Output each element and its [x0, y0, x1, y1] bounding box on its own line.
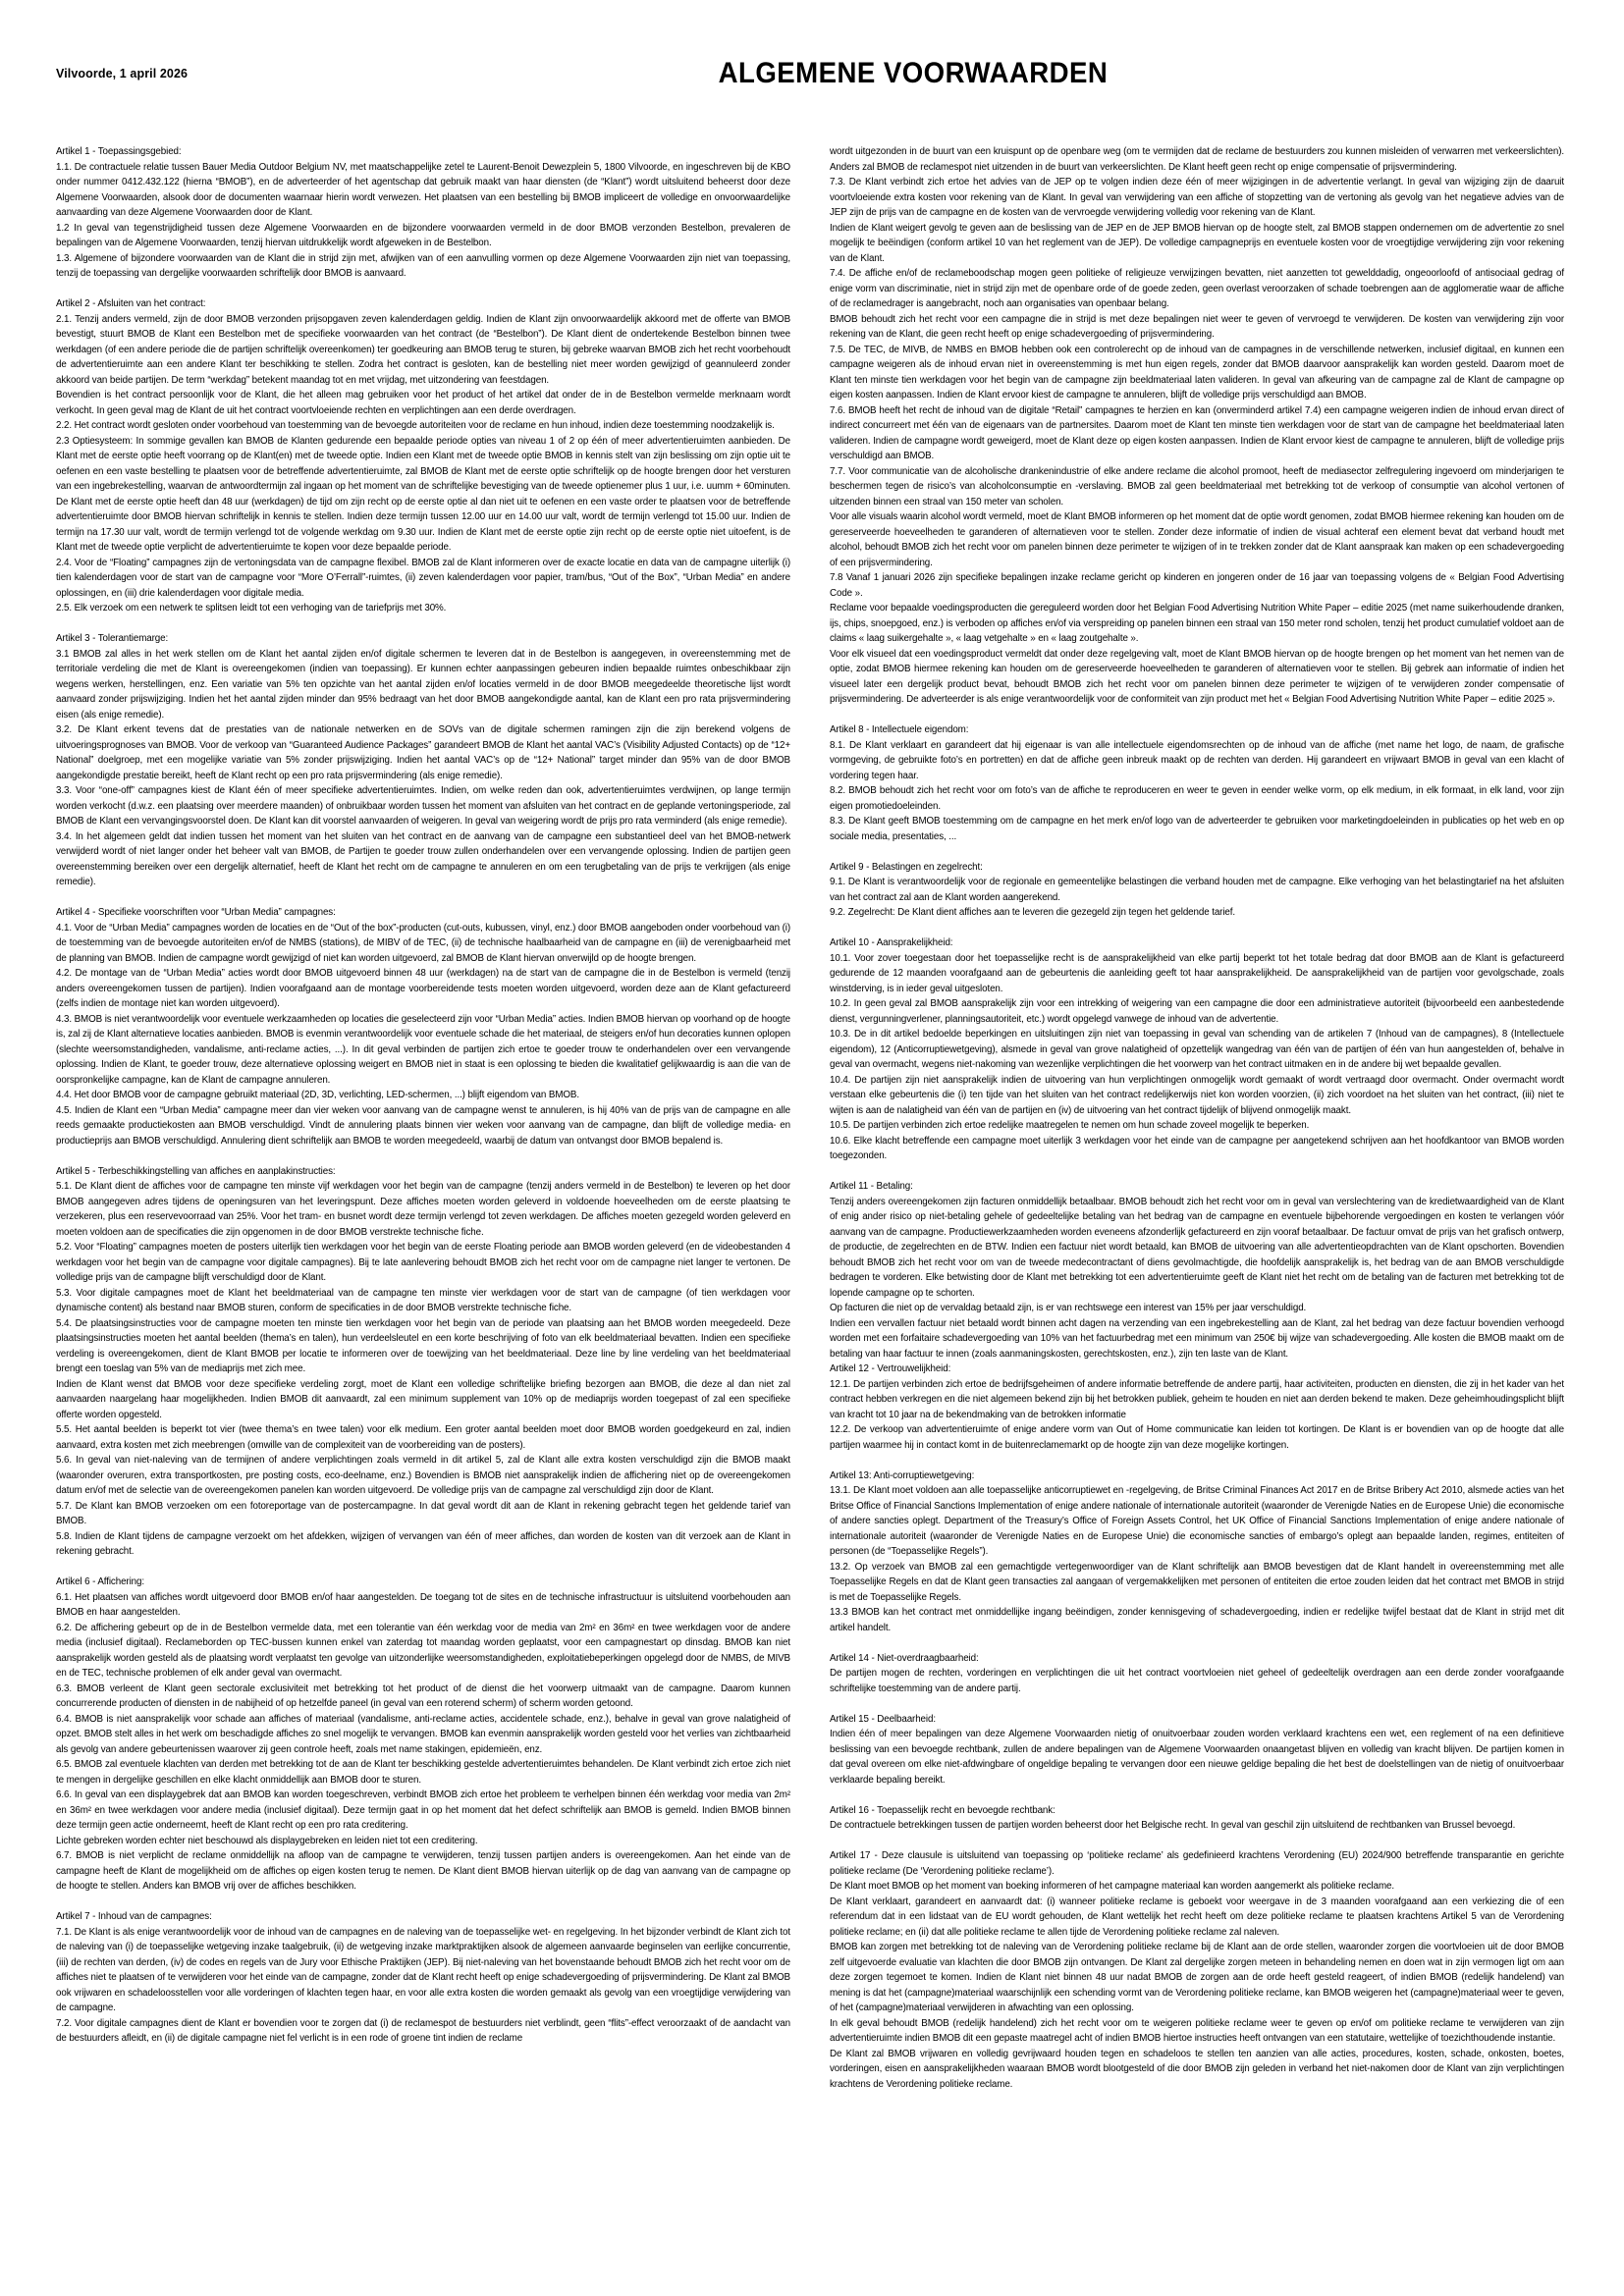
- paragraph: 4.4. Het door BMOB voor de campagne gebruikt materiaal (2D, 3D, verlichting, LED-schermen, ...) blijft eigendom van BMOB.: [56, 1090, 579, 1100]
- paragraph: 7.1. De Klant is als enige verantwoordelijk voor de inhoud van de campagnes en de naleving van de toepasselijke wet- en regelgeving. In het bijzonder verbindt de Klant zich tot de naleving van (i) de toepasselijke wetgeving inzake taalgebruik, (ii) de wetgeving inzake marktpraktijken alsook de algemeen aanvaarde beginselen van eerlijke concurrentie, (iii) de rechten van derden, (iv) de codes en regels van de Jury voor Ethische Praktijken (JEP). Bij niet-naleving van het bovenstaande behoudt BMOB zich het recht voor om de affiches niet te plaatsen of te verwijderen voor het einde van de campagne, zonder dat de Klant recht heeft op enige schadevergoeding of prijsvermindering. De Klant zal BMOB ook vrijwaren en schadeloosstellen voor alle vorderingen of klachten tegen haar, en voor alle extra kosten die worden gemaakt als gevolg van een vroegtijdige verwijdering van de campagne.: [56, 1926, 790, 2013]
- paragraph: 7.5. De TEC, de MIVB, de NMBS en BMOB hebben ook een controlerecht op de inhoud van de campagnes in de verschillende netwerken, inclusief digitaal, en kunnen een campagne weigeren als de inhoud ervan niet in overeenstemming is met hun eigen regels, zonder dat BMOB daarvoor aansprakelijk kan worden gesteld. Daarom moet de Klant ten minste tien werkdagen voor het begin van de campagne zijn beeldmateriaal laten valideren. In geval van afkeuring van de campagne zal de Klant de campagne op eigen kosten aanpassen. Indien de Klant ervoor kiest de campagne te annuleren, blijft de volledige prijs verschuldigd aan BMOB.: [830, 344, 1564, 400]
- paragraph: 3.2. De Klant erkent tevens dat de prestaties van de nationale netwerken en de SOVs van de digitale schermen ramingen zijn die zijn berekend volgens de uitvoeringsprognoses van BMOB. Voor de verkoop van “Guaranteed Audience Packages” garandeert BMOB de Klant het aantal VAC’s (Visibility Adjusted Contacts) op de “12+ National” doelgroep, met een mogelijke variatie van 5% zonder prijswijziging. Indien het aantal VAC’s op de “12+ National” target minder dan 95% van de door BMOB aangekondigde prestatie bereikt, heeft de Klant recht op een pro rata prijsvermindering (als enige remedie).: [56, 724, 790, 781]
- paragraph: 5.3. Voor digitale campagnes moet de Klant het beeldmateriaal van de campagne ten minste vier werkdagen voor de start van de campagne (of tien werkdagen voor dynamische content) als bestand naar BMOB sturen, conform de specificaties in de door BMOB verstrekte technische fiche.: [56, 1287, 790, 1313]
- paragraph: 5.6. In geval van niet-naleving van de termijnen of andere verplichtingen zoals vermeld in dit artikel 5, zal de Klant alle extra kosten verschuldigd zijn die BMOB maakt (waaronder overuren, extra transportkosten, pre posting costs, eco-deelname, enz.) Bovendien is BMOB niet aansprakelijk indien de affichering niet op de overeengekomen datum en/of met de selectie van de overeengekomen panelen kan worden uitgevoerd. De volledige prijs van de campagne zal verschuldigd zijn door de Klant.: [56, 1455, 790, 1496]
- paragraph: De contractuele betrekkingen tussen de partijen worden beheerst door het Belgische recht. In geval van geschil zijn uitsluitend de rechtbanken van Brussel bevoegd.: [830, 1820, 1516, 1831]
- article-block: [56, 1164, 790, 1560]
- paragraph: De Klant moet BMOB op het moment van boeking informeren of het campagne materiaal kan worden aangemerkt als politieke reclame.: [830, 1881, 1394, 1892]
- paragraph: 5.1. De Klant dient de affiches voor de campagne ten minste vijf werkdagen voor het begin van de campagne (tenzij anders vermeld in de Bestelbon) te leveren op het door BMOB aangegeven adres tijdens de openingsuren van het leveringspunt. Deze affiches moeten worden geleverd in voldoende hoeveelheden om de eerste plaatsing te verzekeren, plus een reservevoorraad van 25%. Voor het tram- en busnet wordt deze termijn verlengd tot zeven werkdagen. De affiches moeten gezegeld worden geleverd en moeten voldoen aan de specificaties die zijn opgenomen in de door BMOB verstrekte technische fiche.: [56, 1181, 790, 1238]
- article-block: [830, 935, 1564, 1164]
- paragraph: 7.8 Vanaf 1 januari 2026 zijn specifieke bepalingen inzake reclame gericht op kinderen en jongeren onder de 16 jaar van toepassing volgens de « Belgian Food Advertising Code ».: [830, 572, 1564, 599]
- paragraph: Bovendien is het contract persoonlijk voor de Klant, die het alleen mag gebruiken voor het product of het artikel dat onder de in de Bestelbon vermelde merknaam wordt verkocht. In geen geval mag de Klant de uit het contract voortvloeiende rechten en verplichtingen aan een derde overdragen.: [56, 390, 790, 416]
- article-block: [56, 905, 790, 1148]
- article-heading: Artikel 1 - Toepassingsgebied:: [56, 146, 182, 157]
- paragraph: 10.1. Voor zover toegestaan door het toepasselijke recht is de aansprakelijkheid van elke partij beperkt tot het totale bedrag dat door BMOB aan de Klant is gefactureerd gedurende de 12 maanden voorafgaand aan de gebeurtenis die aanleiding geeft tot haar aansprakelijkheid. De aansprakelijkheid van de partijen voor gevolgschade, zoals winstderving, is in ieder geval uitgesloten.: [830, 952, 1564, 994]
- article-heading: Artikel 12 - Vertrouwelijkheid:: [830, 1363, 951, 1374]
- paragraph: 10.4. De partijen zijn niet aansprakelijk indien de uitvoering van hun verplichtingen onmogelijk wordt gemaakt of wordt vertraagd door overmacht. Onder overmacht wordt verstaan elke gebeurtenis die (i) ten tijde van het sluiten van het contract redelijkerwijs niet kon worden voorzien, (ii) zich voordoet na het sluiten van het contract, (iii) niet te wijten is aan de nalatigheid van één van de partijen en (iv) de uitvoering van het contract tijdelijk of blijvend onmogelijk maakt.: [830, 1074, 1564, 1116]
- article-block: [830, 144, 1564, 708]
- article-heading: Artikel 6 - Affichering:: [56, 1576, 144, 1587]
- paragraph: 13.3 BMOB kan het contract met onmiddellijke ingang beëindigen, zonder kennisgeving of schadevergoeding, indien er redelijke twijfel bestaat dat de Klant in strijd met dit artikel handelt.: [830, 1607, 1564, 1633]
- paragraph: 10.6. Elke klacht betreffende een campagne moet uiterlijk 3 werkdagen voor het einde van de campagne per aangetekend schrijven aan het hoofdkantoor van BMOB worden toegezonden.: [830, 1135, 1564, 1161]
- paragraph: 3.3. Voor “one-off” campagnes kiest de Klant één of meer specifieke advertentieruimtes. Indien, om welke reden dan ook, advertentieruimtes verdwijnen, op lange termijn worden verkocht (d.w.z. een plaatsing over meerdere maanden) of onbruikbaar worden tussen het moment van afsluiten van het contract en de geplande vertoningsperiode, zal BMOB de Klant een vervangingsvoorstel doen. De Klant kan dit voorstel aanvaarden of weigeren. In geval van weigering wordt de prijs pro rata verminderd (als enige remedie).: [56, 785, 790, 827]
- paragraph: 7.6. BMOB heeft het recht de inhoud van de digitale “Retail” campagnes te herzien en kan (onverminderd artikel 7.4) een campagne weigeren indien de inhoud ervan direct of indirect concurreert met één van de eigenaars van de partnersites. Daarom moet de Klant ten minste tien werkdagen voor de start van de campagne het beeldmateriaal laten valideren. Indien de campagne wordt geweigerd, moet de Klant deze op eigen kosten aanpassen. Indien de Klant ervoor kiest de campagne te annuleren, blijft de volledige prijs verschuldigd aan BMOB.: [830, 404, 1564, 461]
- paragraph: 4.2. De montage van de “Urban Media” acties wordt door BMOB uitgevoerd binnen 48 uur (werkdagen) na de start van de campagne die in de Bestelbon is vermeld (tenzij anders overeengekomen tussen de partijen). Indien voorafgaand aan de montage voorbereidende tests moeten worden uitgevoerd, worden deze aan de Klant gefactureerd (zelfs indien de montage niet kan worden uitgevoerd).: [56, 968, 790, 1009]
- paragraph: 6.4. BMOB is niet aansprakelijk voor schade aan affiches of materiaal (vandalisme, anti-reclame acties, accidentele schade, enz.), behalve in geval van grove nalatigheid of opzet. BMOB stelt alles in het werk om beschadigde affiches zo snel mogelijk te vervangen. BMOB kan evenmin aansprakelijk worden gesteld voor het verlies van zichtbaarheid als gevolg van andere gebeurtenissen waarover zij geen controle heeft, zoals met name stakingen, epidemieën, enz.: [56, 1713, 790, 1755]
- paragraph: 1.3. Algemene of bijzondere voorwaarden van de Klant die in strijd zijn met, afwijken van of een aanvulling vormen op deze Algemene Voorwaarden zijn niet van toepassing, tenzij de toepassing van dergelijke voorwaarden schriftelijk door BMOB is aanvaard.: [56, 252, 790, 279]
- paragraph: 4.3. BMOB is niet verantwoordelijk voor eventuele werkzaamheden op locaties die geselecteerd zijn voor “Urban Media” acties. Indien BMOB hiervan op voorhand op de hoogte is, zal zij de Klant alternatieve locaties aanbieden. BMOB is evenmin verantwoordelijk voor eventuele schade die het materiaal, de steigers en/of hun decoraties kunnen oplopen (slechte weersomstandigheden, vandalisme, anti-reclame acties, ...). In dit geval verbinden de partijen zich ertoe te goeder trouw te onderhandelen over een vervangende oplossing. Indien de Klant, te goeder trouw, deze alternatieve oplossing weigert en BMOB niet in staat is een oplossing te bieden die kwalitatief gelijkwaardig is aan die van de oorspronkelijke campagne, kan de Klant de campagne annuleren.: [56, 1013, 790, 1086]
- paragraph: 8.3. De Klant geeft BMOB toestemming om de campagne en het merk en/of logo van de adverteerder te gebruiken voor marketingdoeleinden in publicaties op het web en op sociale media, presentaties, ...: [830, 816, 1564, 842]
- article-block: [830, 1848, 1564, 2092]
- paragraph: 7.3. De Klant verbindt zich ertoe het advies van de JEP op te volgen indien deze één of meer wijzigingen in de advertentie verlangt. In geval van wijziging zijn de daaruit voortvloeiende extra kosten voor rekening van de Klant. In geval van verwijdering van een affiche of stopzetting van de vertoning als gevolg van het negatieve advies van de JEP zijn de prijs van de campagne en de kosten van de vervroegde verwijdering volledig voor rekening van de Klant.: [830, 177, 1564, 218]
- paragraph: Op facturen die niet op de vervaldag betaald zijn, is er van rechtswege een interest van 15% per jaar verschuldigd.: [830, 1303, 1307, 1313]
- paragraph: 1.1. De contractuele relatie tussen Bauer Media Outdoor Belgium NV, met maatschappelijke zetel te Laurent-Benoit Dewezplein 5, 1800 Vilvoorde, en ingeschreven bij de KBO onder nummer 0412.432.122 (hierna “BMOB”), en de adverteerder of het agentschap dat gebruik maakt van haar diensten (de “Klant”) wordt uitsluitend beheerst door deze Algemene Voorwaarden, alsook door de documenten waarnaar hierin wordt verwezen. Het plaatsen van een bestelling bij BMOB impliceert de volledige en onvoorwaardelijke aanvaarding van deze Algemene Voorwaarden door de Klant.: [56, 161, 790, 218]
- article-heading: Artikel 4 - Specifieke voorschriften voor “Urban Media” campagnes:: [56, 907, 336, 918]
- paragraph: Voor alle visuals waarin alcohol wordt vermeld, moet de Klant BMOB informeren op het moment dat de optie wordt genomen, zodat BMOB hiermee rekening kan houden om de gereserveerde hoeveelheden te garanderen of alternatieven voor te stellen. Zonder deze informatie of indien de visual achteraf een element bevat dat verband houdt met alcohol, behoudt BMOB zich het recht voor om panelen binnen deze perimeter te wijzigen of in te trekken zonder dat de Klant aanspraak kan maken op een schadevergoeding of een prijsvermindering.: [830, 511, 1564, 568]
- paragraph: Tenzij anders overeengekomen zijn facturen onmiddellijk betaalbaar. BMOB behoudt zich het recht voor om in geval van verslechtering van de kredietwaardigheid van de Klant of enig ander risico op niet-betaling gehele of gedeeltelijke betaling van het bedrag van de campagne en eventuele bijbehorende vergoedingen en kosten te verlangen vóór aanvang van de campagne. Productiewerkzaamheden worden eveneens afzonderlijk gefactureerd en zijn vooraf betaalbaar. De factuur omvat de prijs van het grafisch ontwerp, de productie, de zegelrechten en de BTW. Indien een factuur niet wordt betaald, kan BMOB de uitvoering van alle advertentieopdrachten van de Klant opschorten. Bovendien behoudt BMOB zich het recht voor om van de tweede medecontractant of diens gevolmachtigde, die hoofdelijk aansprakelijk is, het bedrag van de aan BMOB verschuldigde bedragen te vorderen. Elke betwisting door de Klant met betrekking tot een advertentieruimte geeft de Klant niet het recht om de betaling van de facturen met betrekking tot de lopende campagne op te schorten.: [830, 1196, 1564, 1299]
- paragraph: 2.1. Tenzij anders vermeld, zijn de door BMOB verzonden prijsopgaven zeven kalenderdagen geldig. Indien de Klant zijn onvoorwaardelijk akkoord met de offerte van BMOB bevestigt, stuurt BMOB de Klant een Bestelbon met de specifieke voorwaarden van het contract (de “Bestelbon”). De Klant dient de ondertekende Bestelbon binnen twee werkdagen (of een andere periode die de partijen schriftelijk overeenkomen) ter goedkeuring aan BMOB terug te sturen, bij gebreke waarvan BMOB zich het recht voorbehoudt de advertentieruimte aan een andere Klant ter beschikking te stellen. Zodra het contract is gesloten, kan de bestelling niet meer worden gewijzigd of geannuleerd zonder akkoord van beide partijen. De term “werkdag” betekent maandag tot en met vrijdag, met uitzondering van feestdagen.: [56, 313, 790, 386]
- paragraph: De Klant verklaart, garandeert en aanvaardt dat: (i) wanneer politieke reclame is geboekt voor weergave in de 3 maanden voorafgaand aan een verkiezing die of een referendum dat in een lidstaat van de EU wordt gehouden, de Klant wettelijk het recht heeft om deze politieke reclame te plaatsen krachtens Artikel 5 van de Verordening politieke reclame; en (ii) dat alle politieke reclame te allen tijde de Verordening politieke reclame zal naleven.: [830, 1896, 1564, 1938]
- paragraph: 13.1. De Klant moet voldoen aan alle toepasselijke anticorruptiewet en -regelgeving, de Britse Criminal Finances Act 2017 en de Britse Bribery Act 2010, alsmede acties van het Britse Office of Financial Sanctions Implementation of enige andere nationale of internationale autoriteit (waaronder de Verenigde Naties en de Europese Unie) die economische of andere sancties oplegt. Department of the Treasury’s Office of Foreign Assets Control, het UK Office of Financial Sanctions Implementation of enige andere nationale of internationale autoriteit (waaronder de Verenigde Naties en de Europese Unie) die economische sancties of embargo’s oplegt aan bepaalde landen, regimes, entiteiten of personen (de “Toepasselijke Regels”).: [830, 1485, 1564, 1557]
- paragraph: Artikel 17 - Deze clausule is uitsluitend van toepassing op ‘politieke reclame’ als gedefinieerd krachtens Verordening (EU) 2024/900 betreffende transparantie en gerichte politieke reclame (De ‘Verordening politieke reclame’).: [830, 1850, 1564, 1877]
- article-block: [56, 1575, 790, 1895]
- paragraph: 6.6. In geval van een displaygebrek dat aan BMOB kan worden toegeschreven, verbindt BMOB zich ertoe het probleem te verhelpen binnen één werkdag voor media van 2m² en 36m² en twee werkdagen voor andere media (inclusief digitaal). Deze termijn gaat in op het moment dat het defect schriftelijk aan BMOB is gemeld. Indien BMOB binnen deze termijn geen actie onderneemt, heeft de Klant recht op een pro rata creditering.: [56, 1789, 790, 1831]
- paragraph: 7.4. De affiche en/of de reclameboodschap mogen geen politieke of religieuze verwijzingen bevatten, niet aanzetten tot gewelddadig, ongeoorloofd of antisociaal gedrag of enige vorm van discriminatie, niet in strijd zijn met de openbare orde of de goede zeden, geen overlast veroorzaken of schade toebrengen aan de agglomeratie waar de affiche of de reclamedrager is aangebracht, noch aan organisaties van openbaar belang.: [830, 268, 1564, 309]
- article-heading: Artikel 16 - Toepasselijk recht en bevoegde rechtbank:: [830, 1804, 1056, 1816]
- paragraph: 13.2. Op verzoek van BMOB zal een gemachtigde vertegenwoordiger van de Klant schriftelijk aan BMOB bevestigen dat de Klant handelt in overeenstemming met alle Toepasselijke Regels en dat de Klant geen transacties zal aangaan of vergemakkelijken met personen of entiteiten die ertoe zouden leiden dat het contract met BMOB in strijd is met de Toepasselijke Regels.: [830, 1561, 1564, 1603]
- article-heading: Artikel 13: Anti-corruptiewetgeving:: [830, 1469, 975, 1481]
- date-line: Vilvoorde, 1 april 2026: [56, 67, 189, 80]
- paragraph: 10.3. De in dit artikel bedoelde beperkingen en uitsluitingen zijn niet van toepassing in geval van schending van de artikelen 7 (Inhoud van de campagnes), 8 (Intellectuele eigendom), 12 (Anticorruptiewetgeving), alsmede in geval van grove nalatigheid of opzettelijk wangedrag van één van de partijen of één van hun aangestelden of, behalve in geval van overmacht, wegens niet-nakoming van wezenlijke verplichtingen die het voorwerp van het contract uitmaken en in de andere bij wet bepaalde gevallen.: [830, 1029, 1564, 1070]
- paragraph: BMOB behoudt zich het recht voor een campagne die in strijd is met deze bepalingen niet weer te geven of vervroegd te verwijderen. De kosten van verwijdering zijn voor rekening van de Klant, die geen recht heeft op enige schadevergoeding of prijsvermindering.: [830, 313, 1564, 340]
- article-block: [830, 1179, 1564, 1362]
- paragraph: 6.1. Het plaatsen van affiches wordt uitgevoerd door BMOB en/of haar aangestelden. De toegang tot de sites en de technische infrastructuur is uitsluitend voorbehouden aan BMOB en haar aangestelden.: [56, 1591, 790, 1618]
- paragraph: 8.2. BMOB behoudt zich het recht voor om foto’s van de affiche te reproduceren en weer te geven in eender welke vorm, op elk medium, in elk formaat, in elk land, voor zijn eigen promotiedoeleinden.: [830, 785, 1564, 812]
- paragraph: 12.2. De verkoop van advertentieruimte of enige andere vorm van Out of Home communicatie kan leiden tot kortingen. De Klant is er bovendien van op de hoogte dat alle partijen waarmee hij in contact komt in de buitenreclamemarkt op de hoogte zijn van deze mogelijke kortingen.: [830, 1424, 1564, 1451]
- paragraph: 5.7. De Klant kan BMOB verzoeken om een fotoreportage van de postercampagne. In dat geval wordt dit aan de Klant in rekening gebracht tegen het geldende tarief van BMOB.: [56, 1500, 790, 1526]
- article-heading: Artikel 8 - Intellectuele eigendom:: [830, 724, 969, 735]
- paragraph: Reclame voor bepaalde voedingsproducten die gereguleerd worden door het Belgian Food Advertising Nutrition White Paper – editie 2025 (met name suikerhoudende dranken, ijs, chips, snoepgoed, enz.) is verboden op affiches en/of via verspreiding op panelen binnen een straal van 150 meter rond scholen, tenzij het product cumulatief voldoet aan de claims « laag suikergehalte », « laag vetgehalte » en « laag zoutgehalte ».: [830, 603, 1564, 644]
- paragraph: 9.2. Zegelrecht: De Klant dient affiches aan te leveren die gezegeld zijn tegen het geldende tarief.: [830, 907, 1236, 918]
- article-heading: Artikel 9 - Belastingen en zegelrecht:: [830, 861, 983, 873]
- article-block: [830, 1712, 1564, 1789]
- article-heading: Artikel 14 - Niet-overdraagbaarheid:: [830, 1652, 979, 1664]
- paragraph: Lichte gebreken worden echter niet beschouwd als displaygebreken en leiden niet tot een creditering.: [56, 1835, 478, 1846]
- paragraph: 10.5. De partijen verbinden zich ertoe redelijke maatregelen te nemen om hun schade zoveel mogelijk te beperken.: [830, 1120, 1310, 1131]
- paragraph: De Klant zal BMOB vrijwaren en volledig gevrijwaard houden tegen en schadeloos te stellen ten aanzien van alle acties, procedures, kosten, schade, onkosten, boetes, vorderingen, eisen en aansprakelijkheden waaraan BMOB wordt blootgesteld of die door BMOB zijn geleden in verband het niet-nakomen door de Klant van zijn verplichtingen krachtens de Verordening politieke reclame.: [830, 2048, 1564, 2090]
- article-block: [830, 1362, 1564, 1453]
- article-block: [830, 1468, 1564, 1636]
- article-heading: Artikel 2 - Afsluiten van het contract:: [56, 298, 206, 309]
- paragraph: 6.5. BMOB zal eventuele klachten van derden met betrekking tot de aan de Klant ter beschikking gestelde advertentieruimtes behandelen. De Klant verbindt zich ertoe zich niet te mengen in dergelijke geschillen en elke klacht onmiddellijk aan BMOB door te sturen.: [56, 1759, 790, 1786]
- paragraph: Indien één of meer bepalingen van deze Algemene Voorwaarden nietig of onuitvoerbaar zouden worden verklaard krachtens een wet, een reglement of na een definitieve beslissing van een bevoegde rechtbank, zullen de andere bepalingen van de Algemene Voorwaarden onaangetast blijven en volledig van kracht blijven. De partijen komen in dat geval overeen om elke niet-afdwingbare of ongeldige bepaling te vervangen door een nieuwe geldige bepaling die het best de doelstellingen van de nietig of onuitvoerbaar verklaarde bepaling bereikt.: [830, 1729, 1564, 1786]
- article-block: [56, 296, 790, 616]
- paragraph: In elk geval behoudt BMOB (redelijk handelend) zich het recht voor om te weigeren politieke reclame weer te geven op en/of om politieke reclame te verwijderen van zijn advertentieruimte indien BMOB dit een gepaste maatregel acht of indien BMOB hiertoe instructies heeft ontvangen van een statutaire, wettelijke of toezichthoudende instantie.: [830, 2017, 1564, 2044]
- paragraph: 7.2. Voor digitale campagnes dient de Klant er bovendien voor te zorgen dat (i) de reclamespot de bestuurders niet verblindt, geen “flits”-effect veroorzaakt of de aandacht van de bestuurders afleidt, en (ii) de digitale campagne niet fel verlicht is in een rode of groene tint indien de reclame: [56, 2017, 790, 2044]
- paragraph: 6.3. BMOB verleent de Klant geen sectorale exclusiviteit met betrekking tot het product of de dienst die het voorwerp uitmaakt van de campagne. Daarom kunnen concurrerende producten of diensten in de nabijheid of op hetzelfde paneel (in geval van een roterend scherm) of scherm worden getoond.: [56, 1682, 790, 1709]
- paragraph: 5.5. Het aantal beelden is beperkt tot vier (twee thema’s en twee talen) voor elk medium. Een groter aantal beelden moet door BMOB worden goedgekeurd en zal, indien aanvaard, extra kosten met zich meebrengen (omwille van de complexiteit van de voorbereiding van de posters).: [56, 1424, 790, 1451]
- article-block: [56, 144, 790, 282]
- article-heading: Artikel 10 - Aansprakelijkheid:: [830, 937, 953, 948]
- paragraph: 2.4. Voor de “Floating” campagnes zijn de vertoningsdata van de campagne flexibel. BMOB zal de Klant informeren over de exacte locatie en data van de campagne uiterlijk (i) tien kalenderdagen voor de start van de campagne voor “More O’Ferrall”-ruimtes, (ii) zeven kalenderdagen voor papier, tram/bus, “Out of the Box”, “Urban Media” en andere oplossingen, en (iii) drie kalenderdagen voor digitale media.: [56, 557, 790, 599]
- article-block: [830, 860, 1564, 921]
- article-block: [56, 631, 790, 890]
- paragraph: 4.5. Indien de Klant een “Urban Media” campagne meer dan vier weken voor aanvang van de campagne wenst te annuleren, is hij 40% van de prijs van de campagne en alle reeds gemaakte productiekosten aan BMOB verschuldigd. Vindt de annulering plaats binnen vier weken voor aanvang van de campagne, dan blijft de volledige media- en productieprijs aan BMOB verschuldigd. Annulering dient schriftelijk aan BMOB te worden meegedeeld, waarbij de datum van ontvangst door BMOB bepalend is.: [56, 1104, 790, 1147]
- paragraph: 7.7. Voor communicatie van de alcoholische drankenindustrie of elke andere reclame die alcohol promoot, heeft de mediasector zelfregulering ingevoerd om minderjarigen te beschermen tegen de risico’s van alcoholconsumptie en -verslaving. BMOB zal geen beeldmateriaal met betrekking tot de verkoop of consumptie van alcohol vertonen of uitzenden binnen een straal van 150 meter van scholen.: [830, 465, 1564, 507]
- article-heading: Artikel 3 - Tolerantiemarge:: [56, 633, 169, 644]
- right-column: [830, 144, 1564, 2092]
- paragraph: 2.5. Elk verzoek om een netwerk te splitsen leidt tot een verhoging van de tariefprijs met 30%.: [56, 603, 447, 614]
- paragraph: Indien een vervallen factuur niet betaald wordt binnen acht dagen na verzending van een ingebrekestelling aan de Klant, zal het bedrag van deze factuur bovendien verhoogd worden met een forfaitaire schadevergoeding van 10% van het factuurbedrag met een minimum van 250€ bij wijze van schadevergoeding. Alle kosten die BMOB maakt om de betaling van haar factuur te innen (zoals aanmaningskosten, gerechtskosten, enz.), zijn ten laste van de Klant.: [830, 1317, 1564, 1360]
- left-column: [56, 144, 790, 2047]
- paragraph: 6.7. BMOB is niet verplicht de reclame onmiddellijk na afloop van de campagne te verwijderen, tenzij tussen partijen anders is overeengekomen. Aan het einde van de campagne heeft de Klant de mogelijkheid om de affiches op eigen kosten terug te nemen. De Klant dient BMOB hiervan uiterlijk op de dag van aanvang van de campagne op de hoogte te stellen. Anders kan BMOB vrij over de affiches beschikken.: [56, 1850, 790, 1892]
- paragraph: Voor elk visueel dat een voedingsproduct vermeldt dat onder deze regelgeving valt, moet de Klant BMOB hiervan op de hoogte brengen op het moment van het nemen van de optie, zodat BMOB hiermee rekening kan houden om de gereserveerde hoeveelheden te garanderen of alternatieven voor te stellen. Bij gebrek aan informatie of indien het visueel later een dergelijk product bevat, behoudt BMOB zich het recht voor om panelen binnen deze perimeter te wijzigen of te verwijderen zonder compensatie of prijsvermindering. De adverteerder is als enige verantwoordelijk voor de conformiteit van zijn product met het « Belgian Food Advertising Nutrition White Paper – editie 2025 ».: [830, 648, 1564, 705]
- article-block: [830, 722, 1564, 844]
- article-block: [830, 1803, 1564, 1834]
- article-block: [56, 1909, 790, 2047]
- paragraph: 9.1. De Klant is verantwoordelijk voor de regionale en gemeentelijke belastingen die verband houden met de campagne. Elke verhoging van het belastingtarief na het afsluiten van het contract zal aan de Klant worden aangerekend.: [830, 877, 1564, 903]
- paragraph: 3.1 BMOB zal alles in het werk stellen om de Klant het aantal zijden en/of digitale schermen te leveren dat in de Bestelbon is aangegeven, in overeenstemming met de territoriale verdeling die met de Klant is overeengekomen (indien van toepassing). Er kunnen echter aanpassingen gebeuren indien bepaalde ruimtes onbeschikbaar zijn wegens werken, herstellingen, enz. Een variatie van 5% ten opzichte van het aantal zijden en/of locaties vermeld in de door BMOB meegedeelde theoretische lijst wordt aanvaard zonder prijswijziging. Indien het het aantal zijden minder dan 95% bedraagt van het door BMOB aangekondigde aantal, kan de Klant een pro rata prijsvermindering eisen (als enige remedie).: [56, 648, 790, 721]
- article-heading: Artikel 11 - Betaling:: [830, 1181, 913, 1192]
- paragraph: 5.4. De plaatsingsinstructies voor de campagne moeten ten minste tien werkdagen voor het begin van de periode van plaatsing aan het BMOB worden meegedeeld. Deze plaatsingsinstructies moeten het aantal beelden (thema’s en talen), hun verdeelsleutel en een korte beschrijving of foto van elk beeldmateriaal bevatten. Indien een specifieke verdeling is overeengekomen, dient de Klant BMOB per locatie te informeren over de toewijzing van het beeldmateriaal. Deze line by line verdeling van het beeldmateriaal brengt een toeslag van 5% van de mediaprijs met zich mee.: [56, 1317, 790, 1374]
- paragraph: 5.8. Indien de Klant tijdens de campagne verzoekt om het afdekken, wijzigen of vervangen van één of meer affiches, dan worden de kosten van dit verzoek aan de Klant in rekening gebracht.: [56, 1530, 790, 1557]
- paragraph: 10.2. In geen geval zal BMOB aansprakelijk zijn voor een intrekking of weigering van een campagne die door een administratieve autoriteit (bijvoorbeeld een aanbestedende dienst, vergunningverlener, planningsautoriteit, etc.) wordt opgelegd vanwege de inhoud van de advertentie.: [830, 998, 1564, 1025]
- page-title: ALGEMENE VOORWAARDEN: [718, 57, 1109, 89]
- paragraph: 4.1. Voor de “Urban Media” campagnes worden de locaties en de “Out of the box”-producten (cut-outs, kubussen, vinyl, enz.) door BMOB aangeboden onder voorbehoud van (i) de toestemming van de bevoegde autoriteiten en/of de NMBS (stations), de MIBV of de TEC, (ii) de technische haalbaarheid van de campagne en (iii) de verenigbaarheid met de planning van BMOB. Indien de campagne wordt gewijzigd of niet kan worden uitgevoerd, zal BMOB de Klant hiervan onverwijld op de hoogte brengen.: [56, 922, 790, 964]
- article-heading: Artikel 5 - Terbeschikkingstelling van affiches en aanplakinstructies:: [56, 1165, 336, 1177]
- article-heading: Artikel 7 - Inhoud van de campagnes:: [56, 1911, 212, 1922]
- paragraph: 12.1. De partijen verbinden zich ertoe de bedrijfsgeheimen of andere informatie betreffende de andere partij, haar activiteiten, producten en diensten, die zij in het kader van het contract hebben verkregen en die niet algemeen bekend zijn bij het betrokken publiek, geheim te houden en niet aan derden bekend te maken. Deze geheimhoudingsplicht blijft van kracht tot 10 jaar na de bekendmaking van de betrokken informatie: [830, 1378, 1564, 1420]
- article-block: [830, 1651, 1564, 1697]
- paragraph: Indien de Klant weigert gevolg te geven aan de beslissing van de JEP en de JEP BMOB hiervan op de hoogte stelt, zal BMOB stappen ondernemen om de advertentie zo snel mogelijk te beëindigen (conform artikel 10 van het reglement van de JEP). De volledige campagneprijs en eventuele kosten voor de vroegtijdige verwijdering zijn voor rekening van de Klant.: [830, 222, 1564, 264]
- paragraph: De partijen mogen de rechten, vorderingen en verplichtingen die uit het contract voortvloeien niet geheel of gedeeltelijk overdragen aan een derde zonder voorafgaande schriftelijke toestemming van de andere partij.: [830, 1668, 1564, 1694]
- paragraph: 8.1. De Klant verklaart en garandeert dat hij eigenaar is van alle intellectuele eigendomsrechten op de inhoud van de affiche (met name het logo, de naam, de grafische vormgeving, de gebruikte foto’s en portretten) en dat de affiche geen inbreuk maakt op de rechten van derden. Hij garandeert en vrijwaart BMOB in geval van een klacht of vordering tegen haar.: [830, 739, 1564, 781]
- paragraph: 2.2. Het contract wordt gesloten onder voorbehoud van toestemming van de bevoegde autoriteiten voor de reclame en hun inhoud, indien deze toestemming noodzakelijk is.: [56, 420, 775, 431]
- paragraph: Indien de Klant wenst dat BMOB voor deze specifieke verdeling zorgt, moet de Klant een volledige schriftelijke briefing bezorgen aan BMOB, die deze al dan niet zal aanvaarden naargelang haar mogelijkheden. Indien BMOB dit aanvaardt, zal een minimum supplement van 10% op de mediaprijs worden toegepast of zal een specifieke offerte worden opgesteld.: [56, 1378, 790, 1420]
- paragraph: 2.3 Optiesysteem: In sommige gevallen kan BMOB de Klanten gedurende een bepaalde periode opties van niveau 1 of 2 op één of meer advertentieruimten aanbieden. De Klant met de eerste optie heeft voorrang op de Klant(en) met de tweede optie. Indien een Klant met de tweede optie BMOB in kennis stelt van zijn beslissing om zijn optie uit te oefenen en een vaste bestelling te plaatsen voor de betreffende advertentieruimte, zal BMOB de Klant met de eerste optie schriftelijk op de hoogte brengen door het versturen van een ingebrekestelling, waarvan de antwoordtermijn zal ingaan op het moment van de schriftelijke bevestiging van de tweede optienemer plus 1 uur, i.e. uumm + 60minuten. De Klant met de eerste optie heeft dan 48 uur (werkdagen) de tijd om zijn recht op de eerste optie al dan niet uit te oefenen en een vaste order te plaatsen voor de betreffende advertentieruimte door BMOB hiervan schriftelijk in kennis te stellen. Indien deze termijn tussen 12.00 uur en 14.00 uur valt, wordt de termijn verlengd tot 15.00 uur. Indien de termijn na 17.30 uur valt, wordt de termijn verlengd tot de volgende werkdag om 9.30 uur. Indien de Klant met de eerste optie zijn recht op de eerste optie niet uitoefent, is de Klant met de tweede optie verplicht de advertentieruimte te kopen voor deze bepaalde periode.: [56, 435, 790, 553]
- paragraph: BMOB kan zorgen met betrekking tot de naleving van de Verordening politieke reclame bij de Klant aan de orde stellen, waaronder zorgen die voortvloeien uit de door BMOB zelf uitgevoerde evaluatie van klachten die door BMOB zijn ontvangen. De Klant zal dergelijke zorgen meteen in behandeling nemen en doen wat in zijn vermogen ligt om aan deze zorgen tegemoet te komen. Indien de Klant niet binnen 48 uur nadat BMOB de zorgen aan de orde heeft gesteld reageert, of indien BMOB (redelijk handelend) van mening is dat het (campagne)materiaal waarschijnlijk een schending vormt van de Verordening politieke reclame, kan BMOB weigeren het (campagne)materiaal weer te geven, of het (campagne)materiaal verwijderen in afwachting van een oplossing.: [830, 1942, 1564, 2013]
- paragraph: 5.2. Voor “Floating” campagnes moeten de posters uiterlijk tien werkdagen voor het begin van de eerste Floating periode aan BMOB worden geleverd (en de videobestanden 4 werkdagen voor het begin van de campagne voor digitale campagnes). Bij te late aanlevering behoudt BMOB zich het recht voor om de campagne niet langer te vertonen. De volledige prijs van de campagne blijft verschuldigd door de Klant.: [56, 1242, 790, 1283]
- article-heading: Artikel 15 - Deelbaarheid:: [830, 1713, 936, 1725]
- paragraph: 1.2 In geval van tegenstrijdigheid tussen deze Algemene Voorwaarden en de bijzondere voorwaarden vermeld in de door BMOB verzonden Bestelbon, prevaleren de bepalingen van de Algemene Voorwaarden, tenzij hiervan uitdrukkelijk wordt afgeweken in de Bestelbon.: [56, 222, 790, 248]
- paragraph: 6.2. De affichering gebeurt op de in de Bestelbon vermelde data, met een tolerantie van één werkdag voor de media van 2m² en 36m² en twee werkdagen voor de andere media (inclusief digitaal). Reclameborden op TEC-bussen kunnen enkel van zaterdag tot maandag worden geplaatst, voor een campagnestart op dinsdag. BMOB kan niet aansprakelijk worden gesteld als de plaatsing wordt verplaatst ten gevolge van uitzonderlijke weersomstandigheden, exploitatiebeperkingen opgelegd door de NMBS, de MIVB en de TEC, technische problemen of elk ander geval van overmacht.: [56, 1622, 790, 1679]
- paragraph: 3.4. In het algemeen geldt dat indien tussen het moment van het sluiten van het contract en de aanvang van de campagne een substantieel deel van het BMOB-netwerk verwijderd wordt of niet langer onder het beheer valt van BMOB, de Partijen te goeder trouw zullen onderhandelen over een vervangende oplossing. Indien de partijen geen overeenstemming bereiken over een dergelijk alternatief, heeft de Klant het recht om de campagne te annuleren en om een terugbetaling van de prijs te verkrijgen (als enige remedie).: [56, 830, 790, 887]
- paragraph: wordt uitgezonden in de buurt van een kruispunt op de openbare weg (om te vermijden dat de reclame de bestuurders zou kunnen misleiden of verwarren met verkeerslichten). Anders zal BMOB de reclamespot niet uitzenden in de buurt van verkeerslichten. De Klant heeft geen recht op enige compensatie of prijsvermindering.: [830, 146, 1564, 173]
